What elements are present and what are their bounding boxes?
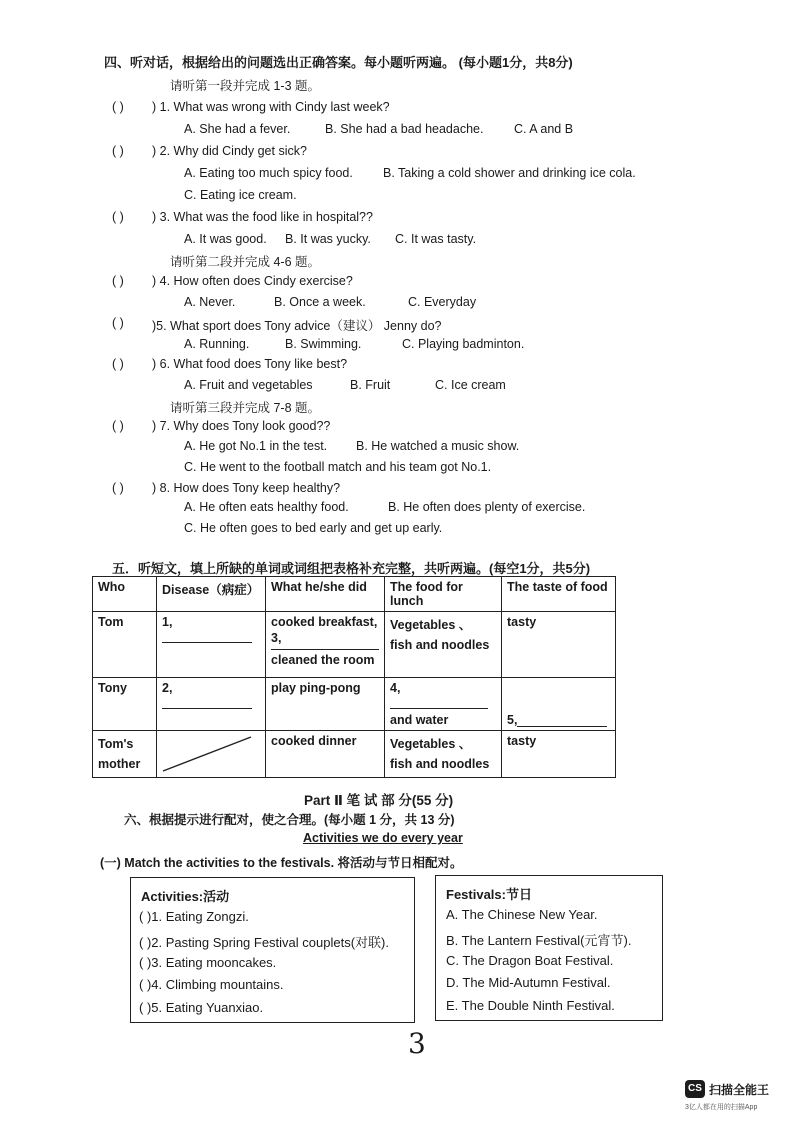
activities-title: Activities:活动 <box>141 889 230 904</box>
cell-did: cooked breakfast, 3, cleaned the room <box>266 612 385 678</box>
festival-a: A. The Chinese New Year. <box>446 907 598 922</box>
watermark-name: 扫描全能王 <box>709 1083 770 1097</box>
answer-blank-5[interactable] <box>517 714 607 727</box>
cell-who: Tom <box>93 612 157 678</box>
answer-paren[interactable]: ( ) <box>112 419 124 433</box>
question-7: ( ) ) 7. Why does Tony look good?? <box>112 419 331 433</box>
q4-option-a: A. Never. <box>184 295 236 309</box>
cell-food: Vegetables 、 fish and noodles <box>385 612 502 678</box>
q1-option-b: B. She had a bad headache. <box>325 122 484 136</box>
question-4: ( ) ) 4. How often does Cindy exercise? <box>112 274 353 288</box>
cell-did: cooked dinner <box>266 731 385 778</box>
answer-paren[interactable]: ( ) <box>112 481 124 495</box>
part2-title: Part Ⅱ 笔 试 部 分(55 分) <box>304 793 454 808</box>
question-6: ( ) ) 6. What food does Tony like best? <box>112 357 348 371</box>
answer-blank-1[interactable] <box>162 630 252 643</box>
q5-option-c: C. Playing badminton. <box>402 337 525 351</box>
festival-c: C. The Dragon Boat Festival. <box>446 953 614 968</box>
cell-taste: 5, <box>502 678 616 731</box>
part1-instruction: 请听第一段并完成 1-3 题。 <box>170 79 321 93</box>
section5-title: 五．听短文，填上所缺的单词或词组把表格补充完整，共听两遍。(每空1分，共5分) <box>112 561 591 576</box>
answer-paren[interactable]: ( ) <box>112 210 124 224</box>
cell-food: Vegetables 、 fish and noodles <box>385 731 502 778</box>
header-disease: Disease（病症） <box>157 577 266 612</box>
question-2: ( ) ) 2. Why did Cindy get sick? <box>112 144 307 158</box>
header-did: What he/she did <box>266 577 385 612</box>
section6-title: 六、根据提示进行配对，使之合理。(每小题 1 分，共 13 分) <box>124 813 455 827</box>
matching-instruction: (一) Match the activities to the festivals. 将活动与节日相配对。 <box>100 856 463 870</box>
header-taste: The taste of food <box>502 577 616 612</box>
activity-2[interactable]: ( )2. Pasting Spring Festival couplets(对联). <box>139 935 389 950</box>
cell-taste: tasty <box>502 731 616 778</box>
q5-option-b: B. Swimming. <box>285 337 362 351</box>
answer-paren[interactable]: ( ) <box>112 144 124 158</box>
cell-disease: 2, <box>157 678 266 731</box>
q4-option-b: B. Once a week. <box>274 295 366 309</box>
table-row-tom <box>93 612 616 678</box>
q7-option-a: A. He got No.1 in the test. <box>184 439 328 453</box>
festivals-title: Festivals:节日 <box>446 887 532 902</box>
part3-instruction: 请听第三段并完成 7-8 题。 <box>170 401 321 415</box>
festival-e: E. The Double Ninth Festival. <box>446 998 615 1013</box>
answer-blank-3[interactable]: 3, <box>271 631 379 650</box>
part2-instruction: 请听第二段并完成 4-6 题。 <box>170 255 321 269</box>
cell-who: Tony <box>93 678 157 731</box>
q4-option-c: C. Everyday <box>408 295 477 309</box>
cell-disease: 1, <box>157 612 266 678</box>
festival-d: D. The Mid-Autumn Festival. <box>446 975 611 990</box>
table-row-mother <box>93 731 616 778</box>
q6-option-b: B. Fruit <box>350 378 391 392</box>
q6-option-a: A. Fruit and vegetables <box>184 378 313 392</box>
question-3: ( ) ) 3. What was the food like in hospital?? <box>112 210 373 224</box>
q6-option-c: C. Ice cream <box>435 378 506 392</box>
q2-option-c: C. Eating ice cream. <box>184 188 297 202</box>
activity-3[interactable]: ( )3. Eating mooncakes. <box>139 955 277 970</box>
q8-option-c: C. He often goes to bed early and get up early. <box>184 521 443 535</box>
table-row-tony <box>93 678 616 731</box>
watermark-tagline: 3亿人都在用的扫描App <box>685 1104 758 1111</box>
festival-b: B. The Lantern Festival(元宵节). <box>446 933 632 948</box>
page-number: 3 <box>408 1027 426 1060</box>
festivals-box <box>435 875 663 1021</box>
diagonal-line <box>157 731 257 775</box>
table-header-row <box>93 577 616 612</box>
q7-option-b: B. He watched a music show. <box>356 439 520 453</box>
q7-option-c: C. He went to the football match and his team got No.1. <box>184 460 492 474</box>
question-8: ( ) ) 8. How does Tony keep healthy? <box>112 481 341 495</box>
activity-4[interactable]: ( )4. Climbing mountains. <box>139 977 284 992</box>
q3-option-a: A. It was good. <box>184 232 267 246</box>
question-1: ( ) ) 1. What was wrong with Cindy last week? <box>112 100 390 114</box>
q8-option-a: A. He often eats healthy food. <box>184 500 349 514</box>
section6-subtitle: Activities we do every year <box>303 831 463 845</box>
q5-option-a: A. Running. <box>184 337 250 351</box>
answer-paren[interactable]: ( ) <box>112 357 124 371</box>
q3-option-c: C. It was tasty. <box>395 232 477 246</box>
q3-option-b: B. It was yucky. <box>285 232 371 246</box>
q2-option-b: B. Taking a cold shower and drinking ice cola. <box>383 166 636 180</box>
cell-did: play ping-pong <box>266 678 385 731</box>
q1-option-c: C. A and B <box>514 122 574 136</box>
activity-1[interactable]: ( )1. Eating Zongzi. <box>139 909 249 924</box>
cell-taste: tasty <box>502 612 616 678</box>
camscanner-logo-icon: CS <box>685 1080 705 1098</box>
activities-box <box>130 877 415 1023</box>
cell-food: 4, and water <box>385 678 502 731</box>
answer-paren[interactable]: ( ) <box>112 100 124 114</box>
answer-blank-4[interactable] <box>390 696 488 709</box>
answer-paren[interactable]: ( ) <box>112 274 124 288</box>
cell-disease-crossed <box>157 731 266 778</box>
activity-5[interactable]: ( )5. Eating Yuanxiao. <box>139 1000 264 1015</box>
answer-paren[interactable]: ( ) <box>112 316 124 330</box>
q2-option-a: A. Eating too much spicy food. <box>184 166 353 180</box>
header-food: The food for lunch <box>385 577 502 612</box>
section4-title: 四、听对话，根据给出的问题选出正确答案。每小题听两遍。 (每小题1分，共8分) <box>104 55 573 70</box>
listening-table <box>92 576 616 778</box>
answer-blank-2[interactable] <box>162 696 252 709</box>
cell-who: Tom's mother <box>93 731 157 778</box>
q8-option-b: B. He often does plenty of exercise. <box>388 500 586 514</box>
question-5: ( ) )5. What sport does Tony advice（建议） Jenny do? <box>112 316 442 333</box>
header-who: Who <box>93 577 157 612</box>
q1-option-a: A. She had a fever. <box>184 122 291 136</box>
